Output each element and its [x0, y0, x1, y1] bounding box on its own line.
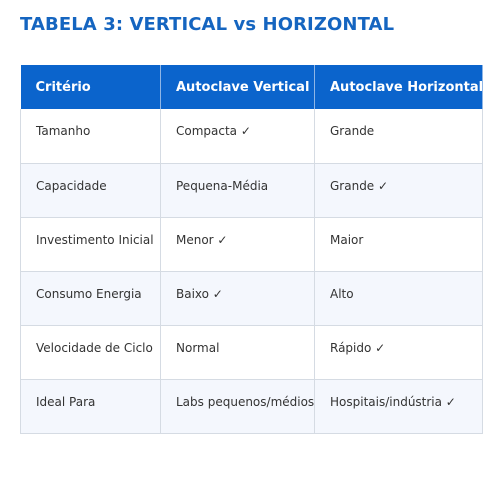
table-cell — [161, 217, 315, 271]
table-cell — [161, 271, 315, 325]
table-row — [21, 325, 483, 379]
header-autoclave-horizontal: Autoclave Horizontal — [315, 65, 483, 109]
header-autoclave-vertical: Autoclave Vertical — [161, 65, 315, 109]
header-criterio: Critério — [21, 65, 161, 109]
cell-text: Velocidade de Ciclo — [36, 340, 153, 355]
table-cell — [21, 379, 161, 433]
comparison-table — [20, 65, 483, 434]
table-row — [21, 379, 483, 433]
cell-text: Consumo Energia — [36, 286, 142, 301]
table-cell — [21, 163, 161, 217]
table-cell — [315, 217, 483, 271]
table-cell — [315, 163, 483, 217]
table-cell — [315, 271, 483, 325]
table-cell — [21, 217, 161, 271]
table-cell — [161, 325, 315, 379]
page-title: TABELA 3: VERTICAL vs HORIZONTAL — [20, 14, 395, 35]
table-cell — [161, 163, 315, 217]
table-cell — [21, 109, 161, 163]
table-cell — [315, 109, 483, 163]
table-cell — [161, 109, 315, 163]
table-header-row — [21, 65, 483, 109]
cell-text: Tamanho — [36, 124, 91, 138]
table-cell — [315, 379, 483, 433]
cell-text: Compacta ✓ — [176, 124, 251, 138]
comparison-table-container — [20, 65, 483, 434]
cell-text: Ideal Para — [36, 394, 96, 409]
cell-text: Investimento Inicial — [36, 232, 154, 247]
table-row — [21, 217, 483, 271]
cell-text: Labs pequenos/médios — [176, 394, 315, 409]
table-cell — [161, 379, 315, 433]
cell-text: Pequena-Média — [176, 178, 269, 193]
table-row — [21, 271, 483, 325]
cell-text: Alto — [330, 286, 354, 301]
cell-text: Menor ✓ — [176, 232, 228, 247]
cell-text: Normal — [176, 340, 220, 355]
cell-text: Grande ✓ — [330, 178, 389, 193]
table-cell — [315, 325, 483, 379]
table-row — [21, 109, 483, 163]
cell-text: Grande — [330, 124, 375, 138]
table-row — [21, 163, 483, 217]
cell-text: Hospitais/indústria ✓ — [330, 394, 456, 409]
cell-text: Capacidade — [36, 178, 107, 193]
table-cell — [21, 325, 161, 379]
cell-text: Maior — [330, 232, 364, 247]
cell-text: Rápido ✓ — [330, 340, 386, 355]
table-cell — [21, 271, 161, 325]
cell-text: Baixo ✓ — [176, 286, 223, 301]
